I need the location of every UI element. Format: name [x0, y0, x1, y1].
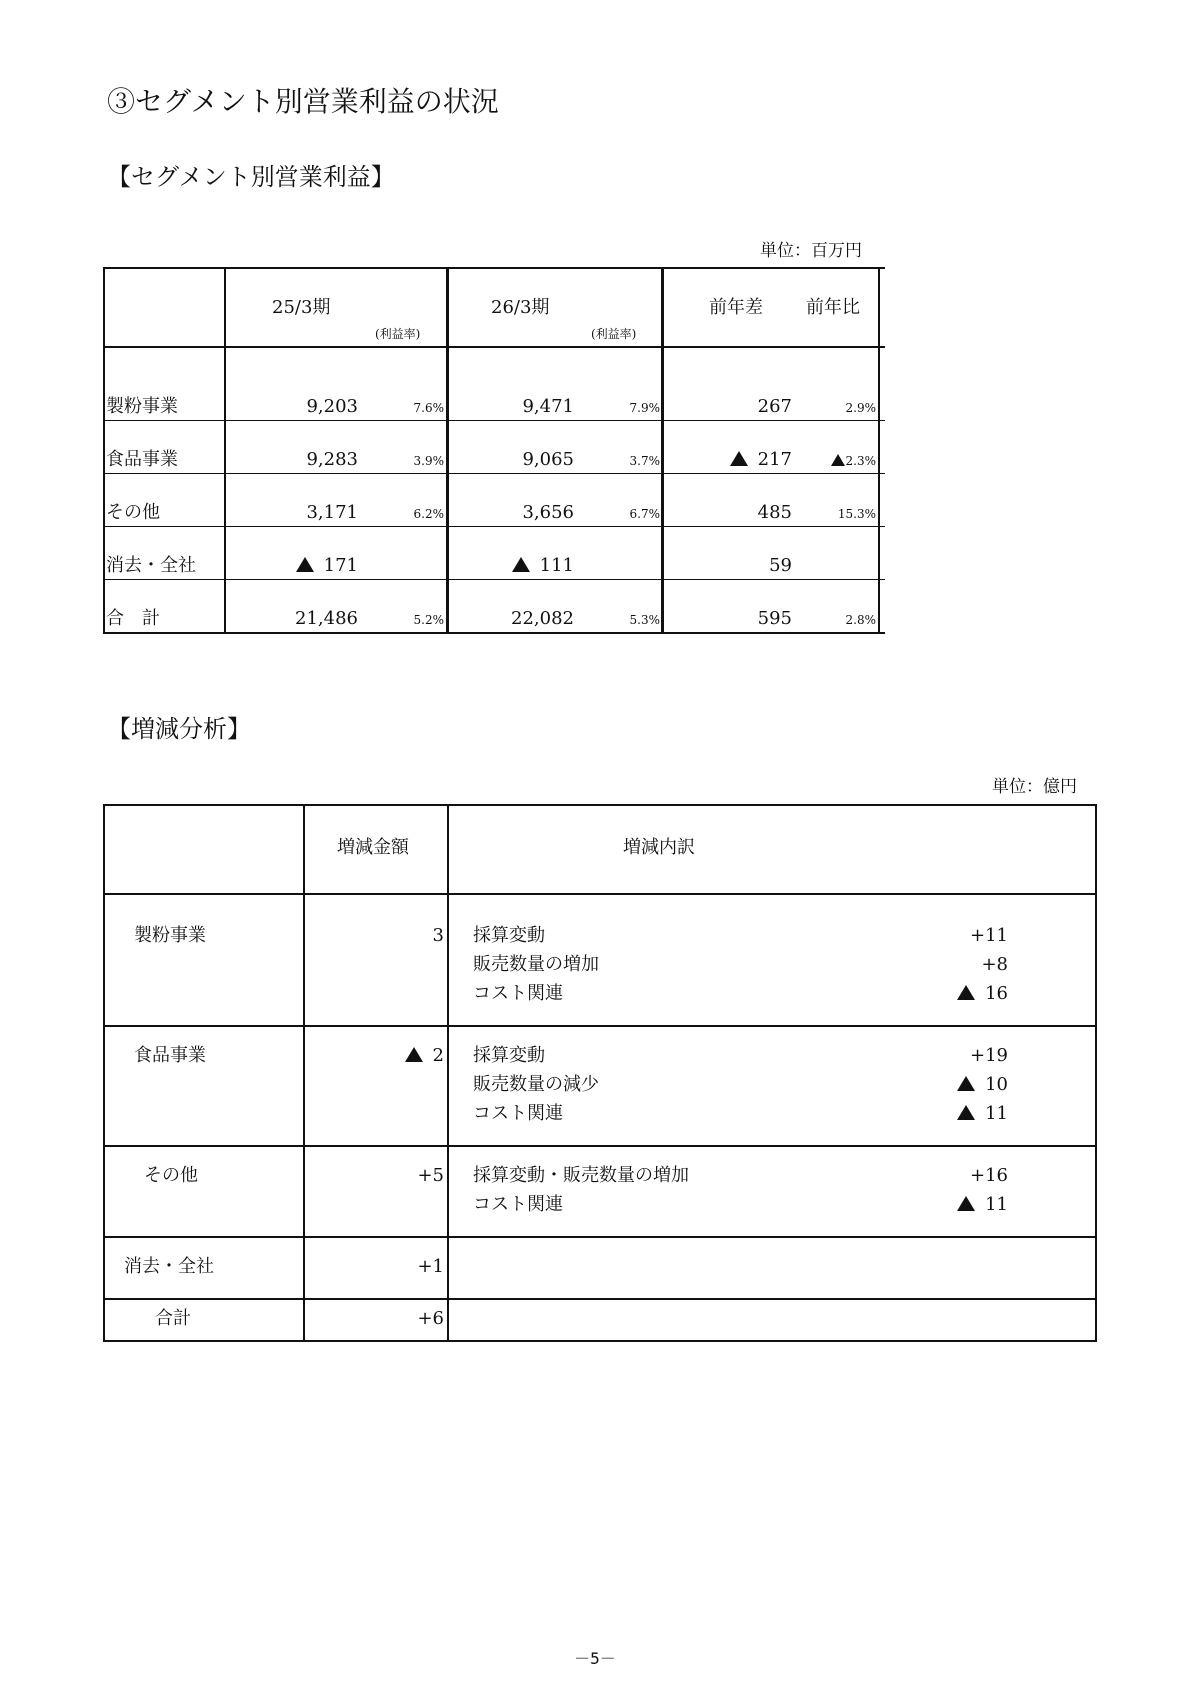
breakdown-item-value-negative: 11: [880, 1103, 1008, 1125]
prev-value: 3,171: [306, 502, 358, 523]
black-triangle-icon: [957, 1076, 975, 1091]
change-amount: +6: [417, 1308, 444, 1329]
change-amount: 3: [432, 925, 444, 946]
row-label: 製粉事業: [106, 396, 178, 417]
diff-value: 267: [757, 396, 792, 417]
prev-value: 21,486: [295, 608, 358, 629]
header-ratio: 前年比: [806, 297, 860, 318]
curr-rate: 7.9%: [629, 401, 660, 415]
row-label: 食品事業: [134, 1045, 206, 1066]
segment-profit-heading: 【セグメント別営業利益】: [107, 163, 395, 191]
row-label-total: 合 計: [106, 608, 160, 629]
header-curr-margin-note: (利益率): [591, 327, 637, 341]
row-label: 製粉事業: [134, 925, 206, 946]
header-change-breakdown: 増減内訳: [623, 837, 695, 858]
ratio-value: 15.3%: [837, 507, 876, 521]
row-label: 消去・全社: [124, 1256, 214, 1277]
breakdown-item-name: コスト関連: [473, 1103, 563, 1124]
curr-value: 22,082: [511, 608, 574, 629]
header-prev-period: 25/3期: [272, 297, 331, 318]
change-amount-negative: 2: [310, 1045, 444, 1067]
curr-rate: 3.7%: [629, 454, 660, 468]
breakdown-item-name: 販売数量の減少: [473, 1074, 599, 1095]
row-label-total: 合計: [155, 1308, 191, 1329]
segment-profit-unit: 単位：百万円: [760, 241, 862, 261]
breakdown-item-value: +16: [970, 1165, 1008, 1186]
breakdown-item-name: 採算変動: [473, 1045, 545, 1066]
row-label: その他: [106, 502, 160, 523]
curr-value: 9,471: [522, 396, 574, 417]
diff-value: 485: [757, 502, 792, 523]
breakdown-item-value-negative: 11: [880, 1194, 1008, 1216]
diff-value: 59: [769, 555, 792, 576]
breakdown-item-value: +19: [970, 1045, 1008, 1066]
breakdown-item-value-negative: 16: [880, 983, 1008, 1005]
ratio-value-negative: 2.3%: [812, 454, 876, 468]
page-number: －5－: [574, 1649, 616, 1668]
prev-rate: 3.9%: [413, 454, 444, 468]
header-curr-period: 26/3期: [491, 297, 550, 318]
breakdown-item-name: 採算変動: [473, 925, 545, 946]
page-title: ③セグメント別営業利益の状況: [107, 85, 499, 118]
curr-value: 9,065: [522, 449, 574, 470]
prev-rate: 6.2%: [413, 507, 444, 521]
breakdown-item-name: 採算変動・販売数量の増加: [473, 1165, 689, 1186]
breakdown-item-name: コスト関連: [473, 983, 563, 1004]
black-triangle-icon: [957, 1196, 975, 1211]
breakdown-item-value: +8: [981, 954, 1008, 975]
prev-value: 9,283: [306, 449, 358, 470]
black-triangle-icon: [957, 1105, 975, 1120]
ratio-value: 2.9%: [845, 401, 876, 415]
curr-value-negative: 111: [452, 555, 574, 577]
black-triangle-icon: [405, 1047, 423, 1062]
curr-value: 3,656: [522, 502, 574, 523]
header-diff: 前年差: [709, 297, 763, 318]
breakdown-item-name: コスト関連: [473, 1194, 563, 1215]
prev-rate: 5.2%: [413, 613, 444, 627]
prev-rate: 7.6%: [413, 401, 444, 415]
header-prev-margin-note: (利益率): [375, 327, 421, 341]
row-label: 食品事業: [106, 449, 178, 470]
black-triangle-icon: [957, 985, 975, 1000]
diff-value-negative: 217: [668, 449, 792, 471]
ratio-value: 2.8%: [845, 613, 876, 627]
prev-value-negative: 171: [230, 555, 358, 577]
breakdown-item-value-negative: 10: [880, 1074, 1008, 1096]
breakdown-item-value: +11: [970, 925, 1008, 946]
header-change-amount: 増減金額: [337, 837, 409, 858]
change-amount: +1: [417, 1256, 444, 1277]
prev-value: 9,203: [306, 396, 358, 417]
breakdown-item-name: 販売数量の増加: [473, 954, 599, 975]
change-analysis-heading: 【増減分析】: [107, 715, 251, 743]
curr-rate: 5.3%: [629, 613, 660, 627]
change-analysis-unit: 単位：億円: [992, 777, 1077, 797]
change-amount: +5: [417, 1165, 444, 1186]
row-label: 消去・全社: [106, 555, 196, 576]
row-label: その他: [144, 1165, 198, 1186]
diff-value: 595: [757, 608, 792, 629]
curr-rate: 6.7%: [629, 507, 660, 521]
